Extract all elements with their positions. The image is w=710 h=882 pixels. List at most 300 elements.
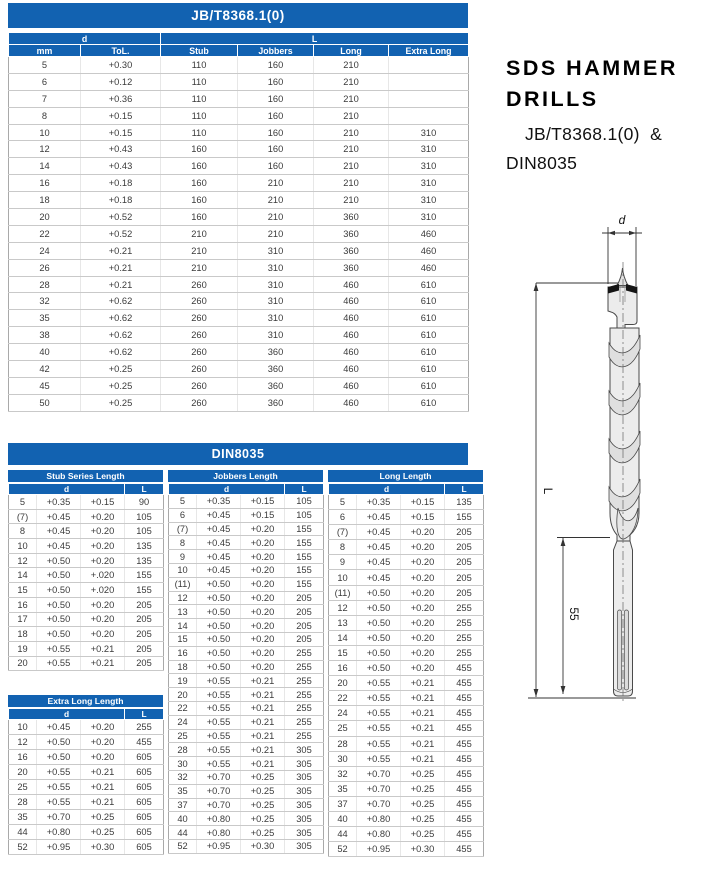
table-row	[169, 605, 324, 619]
table-cell: 255	[285, 646, 324, 660]
din-jobbers-table	[168, 483, 324, 854]
table-cell: 5	[329, 495, 357, 510]
table-cell: 16	[9, 175, 81, 192]
table-cell: +0.55	[197, 743, 241, 757]
table-row	[9, 141, 469, 158]
table-cell: 35	[329, 781, 357, 796]
table-cell: 19	[9, 641, 37, 656]
table-cell: +0.70	[357, 796, 401, 811]
table-cell: 310	[389, 158, 469, 175]
table-cell: 12	[9, 141, 81, 158]
table-cell: 360	[314, 259, 389, 276]
table-cell: +0.21	[401, 676, 445, 691]
table-cell: +0.50	[37, 597, 81, 612]
table-cell: 360	[314, 225, 389, 242]
table-row	[9, 90, 469, 107]
table-cell: 205	[125, 612, 164, 627]
table-cell: 6	[329, 510, 357, 525]
table-cell: +0.20	[81, 553, 125, 568]
table-cell: 305	[285, 784, 324, 798]
din-stub-table-title: Stub Series Length	[8, 470, 163, 482]
table-cell: +0.55	[37, 641, 81, 656]
page-title	[506, 53, 708, 115]
table-row	[169, 550, 324, 564]
table-row	[9, 735, 164, 750]
table-cell: 260	[161, 293, 238, 310]
table-cell: 105	[125, 509, 164, 524]
din-long-table	[328, 483, 484, 857]
table-cell: +0.45	[197, 563, 241, 577]
table-cell: 9	[169, 550, 197, 564]
table-cell: +0.25	[401, 781, 445, 796]
din-extra-long-table-title: Extra Long Length	[8, 695, 163, 707]
jb-table	[8, 32, 469, 412]
table-cell: 105	[285, 495, 324, 509]
table-cell: +0.95	[357, 842, 401, 857]
table-cell: +0.50	[357, 585, 401, 600]
table-cell: +0.70	[197, 784, 241, 798]
table-cell: +0.21	[241, 688, 285, 702]
table-row	[9, 583, 164, 598]
table-cell: 260	[161, 361, 238, 378]
table-cell: +0.20	[241, 591, 285, 605]
column-header-l: L	[285, 484, 324, 495]
table-row	[9, 765, 164, 780]
table-cell: +0.45	[197, 536, 241, 550]
table-cell: +0.25	[81, 377, 161, 394]
table-cell: +0.55	[357, 721, 401, 736]
table-row	[9, 209, 469, 226]
table-cell: 460	[314, 276, 389, 293]
table-cell: 210	[314, 57, 389, 74]
table-cell: 12	[9, 735, 37, 750]
table-cell: 160	[238, 158, 314, 175]
table-cell: +0.25	[241, 784, 285, 798]
din-jobbers-body	[169, 495, 324, 854]
table-cell: 255	[125, 720, 164, 735]
table-cell: 8	[9, 524, 37, 539]
table-cell	[389, 57, 469, 74]
table-cell: 52	[169, 839, 197, 853]
table-cell: 10	[9, 539, 37, 554]
table-cell: +0.50	[197, 619, 241, 633]
table-row	[169, 536, 324, 550]
table-cell: 455	[445, 706, 484, 721]
table-row	[9, 612, 164, 627]
table-cell: 5	[9, 495, 37, 510]
table-cell: 460	[314, 344, 389, 361]
table-cell: 32	[169, 770, 197, 784]
table-cell: 460	[314, 394, 389, 411]
table-cell: +0.15	[81, 495, 125, 510]
table-row	[329, 676, 484, 691]
table-cell: 260	[161, 377, 238, 394]
table-cell: +0.21	[401, 691, 445, 706]
table-cell: 455	[125, 735, 164, 750]
table-cell: +0.80	[197, 826, 241, 840]
table-row	[9, 656, 164, 671]
table-cell: 6	[9, 73, 81, 90]
table-cell: +0.80	[197, 812, 241, 826]
table-cell: +0.21	[241, 757, 285, 771]
table-cell: +0.21	[241, 701, 285, 715]
table-row	[9, 377, 469, 394]
table-cell: +0.21	[81, 242, 161, 259]
table-cell: 205	[445, 570, 484, 585]
table-cell: 205	[125, 656, 164, 671]
table-cell: 605	[125, 810, 164, 825]
table-cell: +0.21	[81, 795, 125, 810]
table-cell: 30	[329, 751, 357, 766]
table-cell: 255	[445, 615, 484, 630]
table-row	[169, 563, 324, 577]
column-header-l: L	[445, 484, 484, 495]
table-cell: (11)	[169, 577, 197, 591]
table-cell: 605	[125, 825, 164, 840]
din-jobbers-table-title: Jobbers Length	[168, 470, 323, 482]
table-row	[9, 73, 469, 90]
table-cell: 205	[285, 605, 324, 619]
table-row	[169, 508, 324, 522]
table-row	[329, 661, 484, 676]
table-row	[329, 630, 484, 645]
din-stub-header	[9, 484, 164, 495]
table-cell: +0.80	[357, 811, 401, 826]
table-cell: +0.20	[241, 550, 285, 564]
table-cell: +0.20	[401, 555, 445, 570]
table-cell: 605	[125, 765, 164, 780]
table-cell: +0.21	[81, 641, 125, 656]
table-cell: 5	[169, 495, 197, 509]
table-cell: 455	[445, 721, 484, 736]
table-cell: 605	[125, 780, 164, 795]
table-cell: 155	[285, 550, 324, 564]
table-cell: 8	[9, 107, 81, 124]
table-cell: 90	[125, 495, 164, 510]
table-cell: 16	[9, 597, 37, 612]
table-cell: 35	[169, 784, 197, 798]
table-cell: 135	[125, 553, 164, 568]
din-extra-long-body	[9, 720, 164, 855]
table-cell: 50	[9, 394, 81, 411]
table-cell: 16	[9, 750, 37, 765]
table-cell: +0.55	[37, 765, 81, 780]
table-cell: +.020	[81, 568, 125, 583]
table-cell: +0.70	[197, 770, 241, 784]
table-cell: 22	[169, 701, 197, 715]
drill-body	[608, 268, 640, 696]
table-cell: 8	[169, 536, 197, 550]
table-cell: +0.70	[357, 766, 401, 781]
table-cell: +0.20	[401, 615, 445, 630]
table-cell: +0.55	[357, 676, 401, 691]
table-row	[9, 344, 469, 361]
table-cell: 610	[389, 394, 469, 411]
table-cell: 210	[161, 259, 238, 276]
column-header-long: Long	[314, 45, 389, 57]
table-row	[169, 495, 324, 509]
table-row	[169, 757, 324, 771]
table-cell: 13	[169, 605, 197, 619]
table-row	[9, 780, 164, 795]
table-row	[169, 646, 324, 660]
table-cell: +0.20	[401, 585, 445, 600]
table-cell: 360	[314, 209, 389, 226]
table-cell: +0.20	[241, 605, 285, 619]
table-cell: 455	[445, 736, 484, 751]
table-cell: 8	[329, 540, 357, 555]
table-cell: +0.20	[81, 597, 125, 612]
table-cell: 18	[9, 192, 81, 209]
table-cell: +0.50	[37, 568, 81, 583]
table-row	[169, 770, 324, 784]
table-cell: 44	[169, 826, 197, 840]
table-cell	[389, 90, 469, 107]
table-cell: +0.50	[357, 615, 401, 630]
table-cell: +0.43	[81, 158, 161, 175]
table-cell: 14	[9, 158, 81, 175]
table-cell: 20	[329, 676, 357, 691]
table-cell: 105	[285, 508, 324, 522]
table-cell: +0.45	[357, 555, 401, 570]
table-cell: 610	[389, 327, 469, 344]
table-cell: 210	[314, 90, 389, 107]
table-cell: 28	[329, 736, 357, 751]
table-cell: 310	[389, 175, 469, 192]
table-cell: 210	[238, 192, 314, 209]
table-cell: 210	[314, 158, 389, 175]
table-cell: 110	[161, 73, 238, 90]
table-cell: +0.70	[37, 810, 81, 825]
table-cell: 17	[9, 612, 37, 627]
table-row	[169, 674, 324, 688]
table-cell: 260	[161, 344, 238, 361]
table-cell: 160	[161, 209, 238, 226]
table-cell: 205	[445, 555, 484, 570]
table-cell: +0.62	[81, 344, 161, 361]
table-cell: 610	[389, 310, 469, 327]
table-cell: +0.15	[401, 510, 445, 525]
table-cell: 10	[9, 720, 37, 735]
din-stub-table	[8, 483, 164, 671]
table-cell: 610	[389, 361, 469, 378]
column-group-d: d	[9, 33, 161, 45]
table-cell: 360	[238, 394, 314, 411]
table-cell: +0.20	[401, 525, 445, 540]
table-row	[169, 688, 324, 702]
table-cell: +0.21	[81, 259, 161, 276]
table-cell: +0.20	[81, 750, 125, 765]
table-cell: (7)	[329, 525, 357, 540]
table-cell: 110	[161, 90, 238, 107]
table-cell: +0.18	[81, 192, 161, 209]
table-cell: 110	[161, 57, 238, 74]
table-row	[329, 751, 484, 766]
table-cell: 205	[445, 540, 484, 555]
page-title-line2: DRILLS	[506, 87, 599, 111]
table-cell: +0.55	[357, 706, 401, 721]
table-cell: 10	[329, 570, 357, 585]
table-cell: +0.70	[357, 781, 401, 796]
table-cell: +0.50	[357, 661, 401, 676]
table-cell: +0.50	[37, 583, 81, 598]
table-cell: 12	[329, 600, 357, 615]
table-cell: 105	[125, 524, 164, 539]
table-cell: +0.20	[401, 661, 445, 676]
table-row	[9, 242, 469, 259]
column-header-tol: ToL.	[81, 45, 161, 57]
table-cell: +0.50	[197, 591, 241, 605]
table-cell: 38	[9, 327, 81, 344]
table-cell: +0.21	[81, 765, 125, 780]
table-cell: 15	[9, 583, 37, 598]
table-cell: +0.95	[197, 839, 241, 853]
table-cell: 260	[161, 310, 238, 327]
table-cell: +0.36	[81, 90, 161, 107]
table-cell: 310	[238, 310, 314, 327]
jb-table-title: JB/T8368.1(0)	[8, 3, 468, 28]
table-cell: 14	[9, 568, 37, 583]
table-cell: 360	[238, 377, 314, 394]
table-row	[9, 509, 164, 524]
table-row	[329, 495, 484, 510]
table-cell: +0.20	[401, 570, 445, 585]
table-row	[9, 840, 164, 855]
table-cell: 160	[238, 124, 314, 141]
table-cell: 205	[445, 525, 484, 540]
table-cell: 260	[161, 276, 238, 293]
table-cell: +0.25	[81, 825, 125, 840]
table-cell: +0.21	[81, 656, 125, 671]
table-row	[9, 107, 469, 124]
table-cell: +0.20	[401, 600, 445, 615]
table-cell: 10	[9, 124, 81, 141]
table-row	[329, 525, 484, 540]
table-cell: 310	[238, 242, 314, 259]
jb-table-header	[9, 33, 469, 57]
table-cell: 205	[285, 632, 324, 646]
table-cell: +0.45	[197, 522, 241, 536]
table-cell: 25	[329, 721, 357, 736]
table-row	[9, 524, 164, 539]
table-cell: 155	[285, 577, 324, 591]
table-cell: 210	[314, 107, 389, 124]
table-cell: 310	[389, 209, 469, 226]
column-group-d: d	[9, 709, 125, 720]
table-cell: +0.25	[241, 812, 285, 826]
table-cell: +0.55	[197, 715, 241, 729]
table-cell: +0.30	[241, 839, 285, 853]
din-extra-long-table-section	[8, 695, 163, 855]
table-cell: +0.15	[401, 495, 445, 510]
table-cell: +0.20	[241, 577, 285, 591]
table-cell: 205	[285, 619, 324, 633]
table-cell: +0.21	[241, 674, 285, 688]
table-row	[329, 796, 484, 811]
table-cell: +0.25	[401, 827, 445, 842]
table-cell: +0.21	[401, 736, 445, 751]
table-cell: 135	[125, 539, 164, 554]
column-group-d: d	[169, 484, 285, 495]
table-row	[9, 568, 164, 583]
table-cell: 610	[389, 276, 469, 293]
table-cell: +0.45	[357, 525, 401, 540]
table-cell: 255	[285, 674, 324, 688]
table-row	[9, 124, 469, 141]
table-cell: 30	[169, 757, 197, 771]
table-cell: 18	[169, 660, 197, 674]
table-row	[9, 810, 164, 825]
table-cell: +0.20	[81, 612, 125, 627]
table-cell: 155	[125, 583, 164, 598]
table-row	[9, 720, 164, 735]
column-header-mm: mm	[9, 45, 81, 57]
table-cell: 255	[285, 715, 324, 729]
table-cell: 160	[161, 192, 238, 209]
table-cell: 605	[125, 795, 164, 810]
table-row	[9, 175, 469, 192]
table-cell: 42	[9, 361, 81, 378]
table-cell: 255	[445, 645, 484, 660]
table-row	[329, 645, 484, 660]
table-row	[329, 842, 484, 857]
table-cell: +0.30	[401, 842, 445, 857]
table-row	[9, 225, 469, 242]
din-long-header	[329, 484, 484, 495]
din-extra-long-table	[8, 708, 164, 855]
din-jobbers-header	[169, 484, 324, 495]
table-cell: +0.20	[241, 660, 285, 674]
table-cell: +0.95	[37, 840, 81, 855]
table-cell: 160	[238, 107, 314, 124]
table-row	[9, 627, 164, 642]
table-cell: 12	[9, 553, 37, 568]
table-cell: 310	[238, 327, 314, 344]
table-cell: +0.45	[357, 510, 401, 525]
table-cell: 15	[329, 645, 357, 660]
table-cell: 605	[125, 840, 164, 855]
table-cell: +0.20	[81, 627, 125, 642]
table-cell: 310	[238, 276, 314, 293]
table-cell: (11)	[329, 585, 357, 600]
table-cell: 610	[389, 344, 469, 361]
table-cell: 28	[9, 795, 37, 810]
page-title-line1: SDS HAMMER	[506, 56, 678, 80]
page-subtitle-line1: JB/T8368.1(0) &	[525, 124, 663, 144]
table-cell: 455	[445, 842, 484, 857]
table-cell: +0.50	[37, 627, 81, 642]
table-cell: 9	[329, 555, 357, 570]
table-cell: 260	[161, 394, 238, 411]
table-cell: 210	[238, 225, 314, 242]
table-row	[9, 795, 164, 810]
table-cell: 37	[169, 798, 197, 812]
table-cell: 210	[238, 209, 314, 226]
table-cell: +0.62	[81, 293, 161, 310]
table-row	[9, 57, 469, 74]
table-cell: +0.50	[197, 577, 241, 591]
table-cell: 605	[125, 750, 164, 765]
table-row	[329, 691, 484, 706]
table-cell: 305	[285, 812, 324, 826]
table-cell: 19	[169, 674, 197, 688]
table-cell: 610	[389, 293, 469, 310]
table-cell: 305	[285, 839, 324, 853]
table-cell: 160	[161, 158, 238, 175]
table-row	[329, 766, 484, 781]
table-cell: 210	[161, 225, 238, 242]
table-cell: 210	[314, 192, 389, 209]
